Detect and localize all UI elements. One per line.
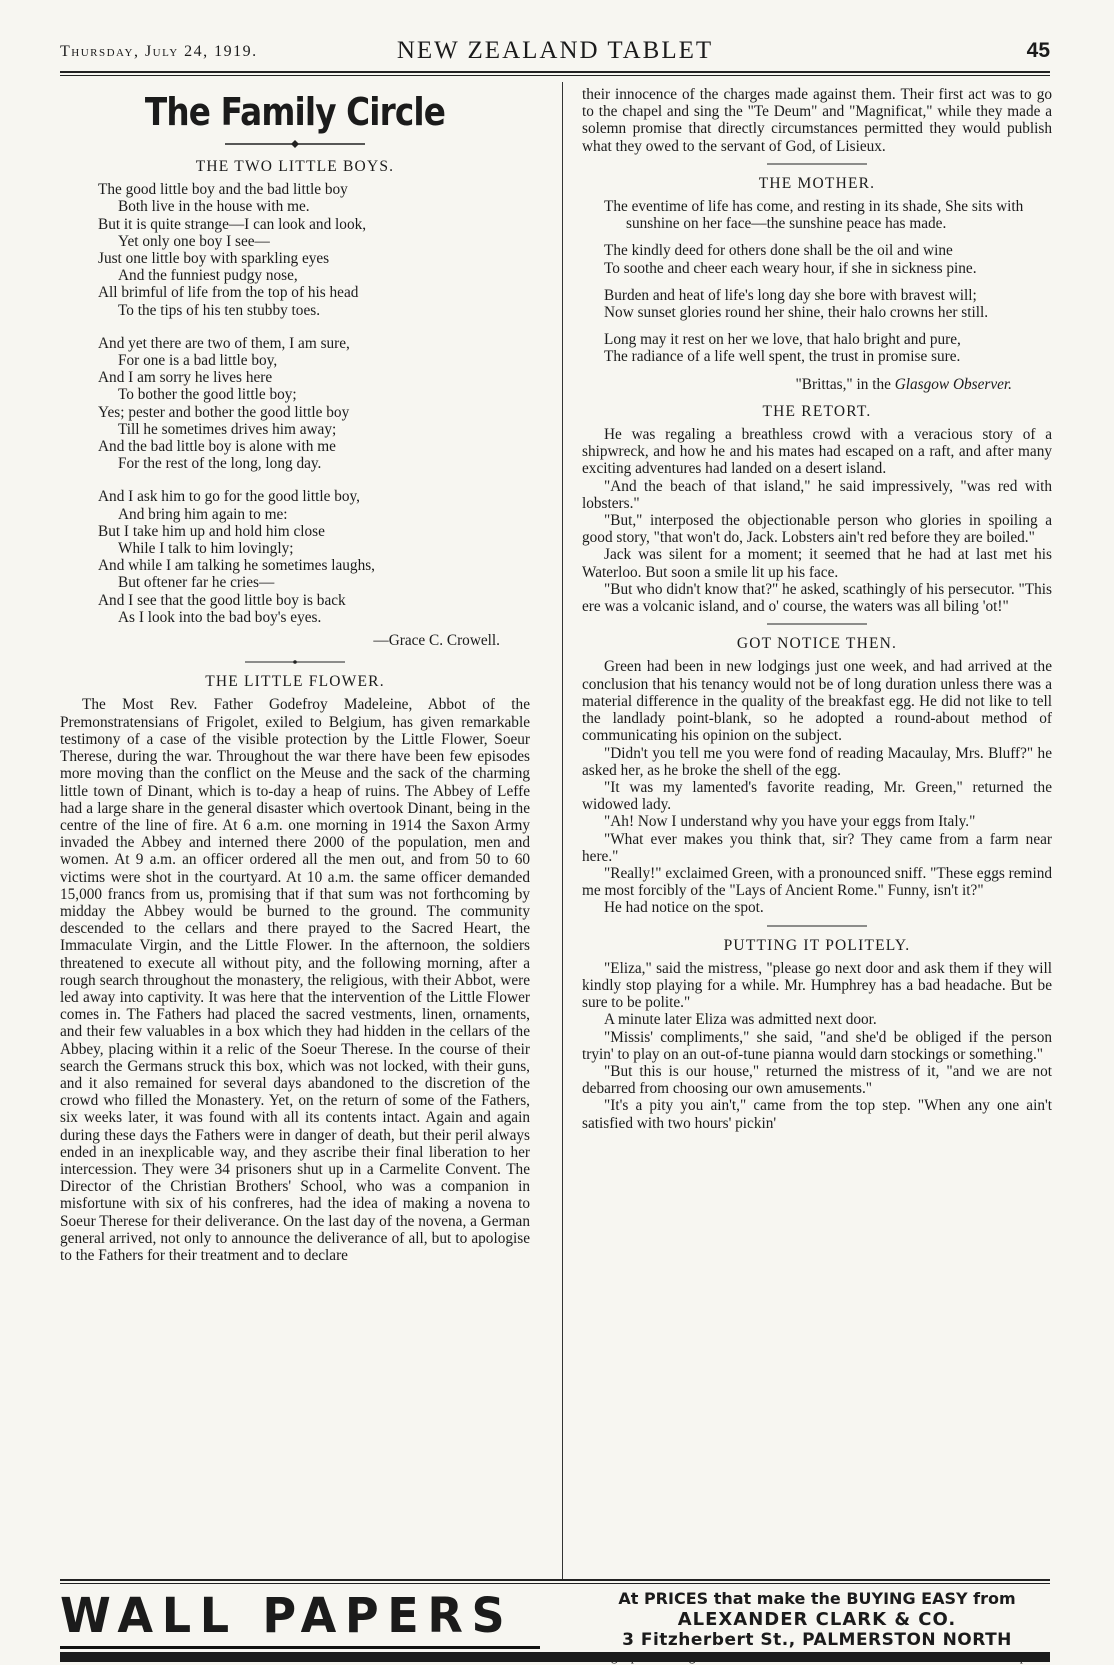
poem-stanza: [98, 181, 530, 319]
poem-line: Burden and heat of life's long day she bore with bravest will;: [604, 286, 977, 304]
story-paragraph: "Ah! Now I understand why you have your eggs from Italy.": [604, 813, 976, 831]
divider-ornament: [767, 621, 867, 627]
poem-line: Till he sometimes drives him away;: [118, 420, 337, 438]
story-paragraph: He had notice on the spot.: [604, 899, 764, 917]
story-paragraph: A minute later Eliza was admitted next door.: [604, 1011, 877, 1029]
story-paragraph: Green had been in new lodgings just one week, and had arrived at the conclusion that his tenancy would not be of long duration unless there was a material difference in the quality of the breakfast egg. He did not like to tell the landlady point-blank, so he adopted a round-about method of communicating his opinion on the subject.: [582, 658, 1052, 745]
footer-bar: [60, 1652, 1050, 1662]
poem-title: THE MOTHER.: [758, 174, 876, 192]
right-column: [582, 86, 1052, 1138]
advert-headline: WALL PAPERS: [60, 1588, 514, 1644]
poem-line: And yet there are two of them, I am sure,: [98, 334, 350, 352]
header-rule-thin: [60, 75, 1050, 76]
ornament-rule: [225, 140, 365, 148]
poem-line: And I see that the good little boy is back: [98, 591, 346, 609]
poem-line: And while I am talking he sometimes laughs,: [98, 557, 375, 575]
poem-title: THE TWO LITTLE BOYS.: [195, 158, 395, 175]
story-the-retort: [582, 426, 1052, 615]
issue-date: Thursday, July 24, 1919.: [60, 43, 258, 60]
poem-stanza: [582, 242, 1052, 276]
poem-line: And I ask him to go for the good little boy,: [98, 488, 360, 506]
poem-the-mother: [582, 198, 1052, 366]
story-paragraph: "Didn't you tell me you were fond of reading Macaulay, Mrs. Bluff?" he asked her, as he broke the shell of the egg.: [582, 744, 1052, 779]
story-paragraph: "Really!" exclaimed Green, with a pronounced sniff. "These eggs remind me most forcibly of the "Lays of Ancient Rome." Funny, isn't it?": [582, 864, 1052, 900]
poem-stanza: [98, 488, 530, 626]
poem-line: Yet only one boy I see—: [118, 232, 270, 250]
poem-line: Both live in the house with me.: [118, 198, 310, 216]
poem-line: The radiance of a life well spent, the trust in promise sure.: [604, 348, 961, 366]
advert-line-company: ALEXANDER CLARK & CO.: [677, 1609, 957, 1630]
poem-line: As I look into the bad boy's eyes.: [118, 608, 322, 626]
attribution-source: Glasgow Observer.: [894, 375, 1012, 393]
story-title: PUTTING IT POLITELY.: [723, 936, 911, 954]
poem-two-little-boys: [98, 181, 530, 626]
story-got-notice: [582, 658, 1052, 916]
poem-line: Long may it rest on her we love, that halo bright and pure,: [604, 331, 961, 349]
poem-line: And bring him again to me:: [118, 505, 288, 523]
masthead: NEW ZEALAND TABLET: [396, 37, 714, 64]
poem-line: And the funniest pudgy nose,: [118, 267, 298, 285]
poem-line: Yes; pester and bother the good little boy: [98, 403, 350, 421]
section-title: The Family Circle: [144, 90, 446, 134]
story-paragraph: "It was my lamented's favorite reading, Mr. Green," returned the widowed lady.: [582, 778, 1052, 814]
advert-line-address: 3 Fitzherbert St., PALMERSTON NORTH: [622, 1630, 1012, 1650]
story-paragraph: "It's a pity you ain't," came from the top step. "When any one ain't satisfied with two hours' pickin': [582, 1097, 1052, 1132]
poem-line: The kindly deed for others done shall be the oil and wine: [604, 242, 953, 260]
article-body: The Most Rev. Father Godefroy Madeleine, Abbot of the Premonstratensians of Frigolet, exiled to Belgium, has given remarkable testimony of a case of the visible protection by the Little Flower, Soeur Therese, during the war. Throughout the war there have been few episodes more moving than the conflict on the Meuse and the sack of the charming little town of Dinant, which is to-day a heap of ruins. The Abbey of Leffe had a large share in the general disaster which overtook Dinant, being in the centre of the line of fire. At 6 a.m. one morning in 1914 the Saxon Army invaded the Abbey and interned there 2000 of the population, men and women. At 9 a.m. an officer ordered all the men out, and from 50 to 60 victims were shot in the courtyard. At 10 a.m. the same officer demanded 15,000 francs from us, promising that if that sum was not forthcoming by midday the Abbey would be burned to the ground. The community descended to the cellars and there prayed to the Sacred Heart, the Immaculate Virgin, and the Little Flower. In the afternoon, the soldiers threatened to execute all without pity, and the following morning, after a rough search throughout the monastery, the religious, with their Abbot, were led away into captivity. It was here that the intervention of the Little Flower comes in. The Fathers had placed the sacred vestments, linen, ornaments, and their few valuables in a box which they had hidden in the cellars of the Abbey, placing within it a relic of the Soeur Therese. In the course of their search the Germans struck this box, which was not locked, with their guns, and it also remained for several days abandoned to the discretion of the crowd who filled the Monastery. Yet, on the return of some of the Fathers, six weeks later, it was found with all its contents intact. Again and again during these days the Fathers were in danger of death, but their peril always ended in an inexplicable way, and they ascribe their final liberation to her intercession. They were 34 prisoners shut up in a Carmelite Convent. The Director of the Christian Brothers' School, who was a companion in misfortune with six of his confreres, had the idea of making a novena to Soeur Therese for their deliverance. On the last day of the novena, a German general arrived, not only to announce the deliverance of all, but to apologise to the Fathers for their treatment and to declare: [60, 696, 530, 1264]
poem-line: For the rest of the long, long day.: [118, 455, 322, 473]
story-paragraph: "Eliza," said the mistress, "please go next door and ask them if they will kindly stop playing for a while. Mr. Humphrey has a bad headache. But be sure to be polite.": [582, 959, 1052, 1012]
poem-attribution: —Grace C. Crowell.: [373, 632, 500, 650]
story-title: GOT NOTICE THEN.: [736, 635, 898, 653]
advert-rule: [60, 1579, 1050, 1581]
divider-ornament: [245, 659, 345, 665]
story-paragraph: "But," interposed the objectionable person who glories in spoiling a good story, "that won't do, Jack. Lobsters ain't red before they are boiled.": [582, 512, 1052, 547]
poem-line: The eventime of life has come, and resting in its shade, She sits with sunshine on her face—the sunshine peace has made.: [604, 198, 1024, 233]
attribution-author: "Brittas," in the: [795, 375, 891, 393]
column-divider: [562, 82, 563, 1579]
poem-attribution: [582, 376, 1012, 393]
poem-line: Just one little boy with sparkling eyes: [98, 250, 330, 268]
story-putting-it-politely: [582, 960, 1052, 1132]
poem-line: To bother the good little boy;: [118, 386, 297, 404]
page-number: 45: [1026, 39, 1050, 62]
poem-line: The good little boy and the bad little boy: [98, 181, 348, 199]
divider-ornament: [767, 161, 867, 167]
poem-stanza: [582, 287, 1052, 321]
advert-rule-thin: [60, 1583, 1050, 1584]
poem-line: To the tips of his ten stubby toes.: [118, 301, 321, 319]
article-title: THE LITTLE FLOWER.: [205, 673, 385, 691]
poem-line: But oftener far he cries—: [118, 574, 275, 592]
poem-line: Now sunset glories round her shine, their halo crowns her still.: [604, 304, 989, 322]
poem-line: All brimful of life from the top of his head: [98, 284, 359, 302]
story-paragraph: "Missis' compliments," she said, "and she'd be obliged if the person tryin' to play on an out-of-tune pianna would darn stockings or something.": [582, 1028, 1052, 1063]
poem-stanza: [582, 331, 1052, 365]
left-column: [60, 86, 530, 1264]
story-paragraph: "But this is our house," returned the mistress of it, "and we are not debarred from choosing our own amusements.": [582, 1062, 1052, 1098]
advert-line-prices: At PRICES that make the BUYING EASY from: [618, 1589, 1016, 1608]
header-rule: [60, 71, 1050, 73]
story-paragraph: He was regaling a breathless crowd with a veracious story of a shipwreck, and how he and his mates had escaped on a raft, and after many exciting adventures had landed on a desert island.: [582, 426, 1052, 478]
poem-line: While I talk to him lovingly;: [118, 540, 294, 558]
poem-stanza: [582, 198, 1052, 232]
story-title: THE RETORT.: [762, 402, 872, 420]
story-paragraph: "But who didn't know that?" he asked, scathingly of his persecutor. "This ere was a volcanic island, and o' course, the waters was all biling 'ot!": [582, 580, 1052, 616]
poem-line: To soothe and cheer each weary hour, if she in sickness pine.: [604, 259, 977, 277]
poem-line: But it is quite strange—I can look and look,: [98, 215, 367, 233]
advert-headline-box: [60, 1586, 540, 1661]
divider-ornament: [767, 923, 867, 929]
advert-underline: [60, 1646, 540, 1649]
poem-line: And I am sorry he lives here: [98, 369, 273, 387]
story-paragraph: "What ever makes you think that, sir? They came from a farm near here.": [582, 830, 1052, 865]
poem-stanza: [98, 335, 530, 473]
poem-line: For one is a bad little boy,: [118, 352, 278, 370]
story-paragraph: Jack was silent for a moment; it seemed that he had at last met his Waterloo. But soon a smile lit up his face.: [582, 546, 1052, 581]
poem-line: But I take him up and hold him close: [98, 522, 325, 540]
article-continuation: their innocence of the charges made against them. Their first act was to go to the chapel and sing the "Te Deum" and "Magnificat," while they made a solemn promise that directly circumstances permitted they would publish what they owed to the servant of God, of Lisieux.: [582, 86, 1052, 155]
page-header: [60, 37, 1050, 69]
poem-line: And the bad little boy is alone with me: [98, 438, 336, 456]
story-paragraph: "And the beach of that island," he said impressively, "was red with lobsters.": [582, 477, 1052, 512]
